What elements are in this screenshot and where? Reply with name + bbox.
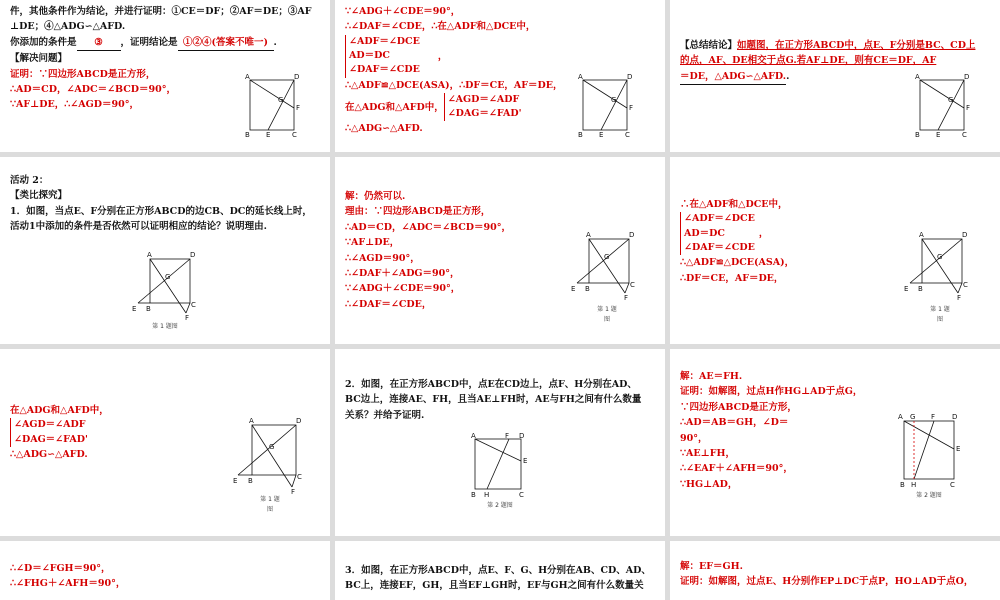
svg-text:C: C: [191, 301, 196, 309]
svg-text:D: D: [294, 73, 300, 81]
proof-line: ∴∠D＝∠FGH＝90°，: [10, 563, 111, 574]
proof-line: ∴在△ADF和△DCE中，: [680, 199, 788, 210]
section-heading: 【类比探究】: [10, 190, 68, 202]
answer-line: 解：AE＝FH.: [680, 371, 743, 382]
slide-question3-answer[interactable]: [670, 541, 1000, 600]
summary-block: 【总结结论】如题图，在正方形ABCD中，点E、F分别是BC、CD上 的点，AF、DE相交于点G.若AF⊥DE，则有CE＝DF，AF ＝DE，△ADG∽△AFD..: [680, 38, 990, 85]
proof-line: ∴△ADG∽△AFD.: [345, 123, 423, 135]
svg-text:G: G: [611, 96, 617, 104]
square-figure-2-solution: [894, 411, 966, 491]
svg-text:B: B: [578, 131, 583, 138]
answer-blank-1: ③: [77, 35, 121, 51]
proof-line: 理由：∵四边形ABCD是正方形，: [345, 206, 491, 218]
figure-caption: 第 2 题图: [916, 492, 942, 499]
question-line: 你添加的条件是 ③ ，证明结论是 ①②④(答案不唯一) .: [10, 35, 320, 51]
answer-blank-2: ①②④(答案不唯一): [178, 35, 274, 51]
svg-text:C: C: [519, 491, 524, 499]
slide-activity2-congruence[interactable]: [670, 157, 1000, 344]
svg-text:F: F: [296, 104, 301, 112]
answer-line: 解：仍然可以.: [345, 191, 406, 202]
proof-line: 证明：如解图，过点E、H分别作EP⊥DC于点P，HO⊥AD于点O，: [680, 576, 974, 588]
text-line: 件，其他条件作为结论，并进行证明：①CE＝DF；②AF＝DE；③AF: [10, 6, 312, 17]
slide-activity1-problem[interactable]: [0, 0, 330, 152]
question-line: 2．如图，在正方形ABCD中，点E在CD边上，点F、H分别在AD、: [345, 379, 637, 390]
slide-activity1-proof[interactable]: [335, 0, 665, 152]
proof-line: 证明：如解图，过点H作HG⊥AD于点G，: [680, 386, 863, 398]
slide-question2-proof-cont[interactable]: [0, 541, 330, 600]
proof-line: ∴DF＝CE，AF＝DE，: [680, 272, 784, 284]
svg-text:D: D: [627, 73, 633, 81]
svg-text:F: F: [185, 314, 190, 321]
brace-group: ∠ADF＝∠DCE AD＝DC ∠DAF＝∠CDE，: [345, 35, 655, 78]
slide-activity2-answer[interactable]: [335, 157, 665, 344]
svg-text:F: F: [966, 104, 971, 112]
proof-line: ∴△ADG∽△AFD.: [10, 448, 88, 460]
svg-text:A: A: [919, 231, 924, 239]
svg-text:B: B: [585, 285, 590, 293]
svg-text:C: C: [625, 131, 630, 138]
figure-caption: 第 1 题 图: [597, 306, 617, 323]
svg-text:A: A: [147, 251, 152, 259]
proof-line: ∵HG⊥AD，: [680, 478, 738, 490]
svg-text:C: C: [630, 281, 635, 289]
figure-caption: 第 2 题图: [487, 502, 513, 509]
svg-text:E: E: [956, 445, 961, 453]
svg-text:E: E: [523, 457, 528, 465]
figure-caption: 第 1 题 图: [260, 496, 280, 513]
slide-question2[interactable]: [335, 349, 665, 536]
svg-text:G: G: [278, 96, 284, 104]
svg-text:A: A: [586, 231, 591, 239]
svg-text:E: E: [266, 131, 271, 138]
proof-line: ∵AF⊥DE，: [345, 237, 400, 249]
svg-text:G: G: [165, 273, 171, 281]
square-figure-extended: [569, 229, 639, 301]
activity-title: 活动 2：: [10, 175, 49, 186]
svg-text:A: A: [578, 73, 583, 81]
svg-text:E: E: [233, 477, 238, 485]
square-figure-extended: [232, 415, 302, 495]
proof-line: ∴AD＝AB＝GH，∠D＝: [680, 417, 789, 429]
svg-text:A: A: [245, 73, 250, 81]
square-figure: [242, 72, 302, 138]
svg-text:A: A: [249, 417, 254, 425]
svg-text:E: E: [132, 305, 137, 313]
figure-caption: 第 1 题图: [152, 323, 178, 330]
brace-group: ∠ADF＝∠DCE AD＝DC ∠DAF＝∠CDE，: [680, 212, 990, 255]
svg-text:G: G: [937, 253, 943, 261]
svg-text:E: E: [571, 285, 576, 293]
svg-text:B: B: [146, 305, 151, 313]
svg-text:G: G: [604, 253, 610, 261]
svg-text:B: B: [918, 285, 923, 293]
svg-text:D: D: [962, 231, 968, 239]
svg-text:F: F: [957, 294, 962, 301]
svg-text:G: G: [910, 413, 916, 421]
svg-text:F: F: [291, 488, 296, 495]
svg-text:E: E: [599, 131, 604, 138]
proof-line: ∴∠DAF＝∠CDE，: [345, 298, 432, 310]
proof-line: 证明：∵四边形ABCD是正方形，: [10, 68, 156, 80]
svg-text:E: E: [936, 131, 941, 138]
slide-activity2-question[interactable]: [0, 157, 330, 344]
proof-line: ∴△ADF≌△DCE(ASA)，: [680, 257, 795, 269]
answer-line: 解：EF＝GH.: [680, 561, 743, 572]
proof-line: ∴∠EAF＋∠AFH＝90°，: [680, 463, 793, 475]
proof-line: ∵∠ADG＋∠CDE＝90°，: [345, 283, 461, 295]
svg-text:C: C: [962, 131, 967, 138]
svg-text:B: B: [900, 481, 905, 489]
proof-line: 90°，: [680, 432, 708, 444]
proof-line: ∵AE⊥FH，: [680, 447, 735, 459]
square-figure: [575, 72, 635, 138]
figure-caption: 第 1 题 图: [930, 306, 950, 323]
svg-text:B: B: [245, 131, 250, 138]
svg-text:C: C: [297, 473, 302, 481]
svg-text:D: D: [952, 413, 958, 421]
proof-line: ∴∠FHG＋∠AFH＝90°，: [10, 578, 126, 590]
proof-line: ∴AD＝CD，∠ADC＝∠BCD＝90°，: [10, 83, 177, 95]
brace-group: ∠AGD＝∠ADF ∠DAG＝∠FAD': [10, 418, 320, 447]
summary-line: ＝DE，△ADG∽△AFD.: [680, 69, 786, 85]
proof-line: ∴AD＝CD，∠ADC＝∠BCD＝90°，: [345, 221, 512, 233]
square-figure: [912, 72, 972, 138]
svg-text:D: D: [629, 231, 635, 239]
section-heading: 【解决问题】: [10, 53, 68, 65]
question-line: 活动1中添加的条件是否依然可以证明相应的结论？说明理由.: [10, 221, 267, 233]
svg-text:F: F: [505, 432, 510, 440]
svg-text:B: B: [248, 477, 253, 485]
svg-text:A: A: [915, 73, 920, 81]
svg-text:F: F: [931, 413, 936, 421]
proof-line: ∵四边形ABCD是正方形，: [680, 401, 797, 413]
svg-text:D: D: [964, 73, 970, 81]
slide-question3[interactable]: [335, 541, 665, 600]
text-line: ⊥DE；④△ADG∽△AFD.: [10, 21, 126, 33]
svg-text:B: B: [915, 131, 920, 138]
svg-text:A: A: [898, 413, 903, 421]
slide-question2-answer[interactable]: [670, 349, 1000, 536]
question-line: 关系？并给予证明.: [345, 409, 425, 421]
svg-text:D: D: [296, 417, 302, 425]
square-figure-extended: [130, 249, 200, 321]
question-line: BC边上，连接AE、FH，且当AE⊥FH时，AE与FH之间有什么数量: [345, 394, 642, 406]
proof-line: ∴∠DAF＝∠CDE，∴在△ADF和△DCE中，: [345, 21, 536, 33]
summary-line: 的点，AF、DE相交于点G.若AF⊥DE，则有CE＝DF，AF: [680, 55, 937, 67]
slide-activity2-similarity[interactable]: [0, 349, 330, 536]
svg-text:D: D: [519, 432, 525, 440]
question-line: 3．如图，在正方形ABCD中，点E、F、G、H分别在AB、CD、AD、: [345, 565, 651, 576]
svg-text:F: F: [629, 104, 634, 112]
question-line: BC上，连接EF，GH，且当EF⊥GH时，EF与GH之间有什么数量关: [345, 580, 644, 592]
svg-text:A: A: [471, 432, 476, 440]
square-figure-2: [465, 431, 535, 501]
brace-group: 在△ADG和△AFD中，∠AGD＝∠ADF ∠DAG＝∠FAD': [345, 93, 655, 122]
svg-text:C: C: [963, 281, 968, 289]
svg-text:C: C: [292, 131, 297, 138]
svg-text:H: H: [484, 491, 490, 499]
proof-line: ∴∠AGD＝90°，: [345, 252, 420, 264]
slide-summary[interactable]: [670, 0, 1000, 152]
square-figure-extended: [902, 229, 972, 301]
svg-text:B: B: [471, 491, 476, 499]
svg-text:E: E: [904, 285, 909, 293]
summary-tag: 【总结结论】: [680, 40, 738, 51]
proof-line: ∵∠ADG＋∠CDE＝90°，: [345, 6, 461, 17]
question-line: 1．如图，当点E、F分别在正方形ABCD的边CB、DC的延长线上时，: [10, 205, 312, 217]
svg-text:H: H: [911, 481, 917, 489]
svg-text:F: F: [624, 294, 629, 301]
svg-text:G: G: [948, 96, 954, 104]
proof-line: ∴△ADF≌△DCE(ASA)，∴DF＝CE，AF＝DE，: [345, 79, 563, 91]
svg-text:G: G: [269, 443, 275, 451]
proof-line: ∴∠DAF＋∠ADG＝90°，: [345, 267, 460, 279]
svg-text:D: D: [190, 251, 196, 259]
svg-text:C: C: [950, 481, 955, 489]
proof-line: ∵AF⊥DE，∴∠AGD＝90°，: [10, 99, 139, 111]
proof-line: 在△ADG和△AFD中，: [10, 405, 109, 416]
